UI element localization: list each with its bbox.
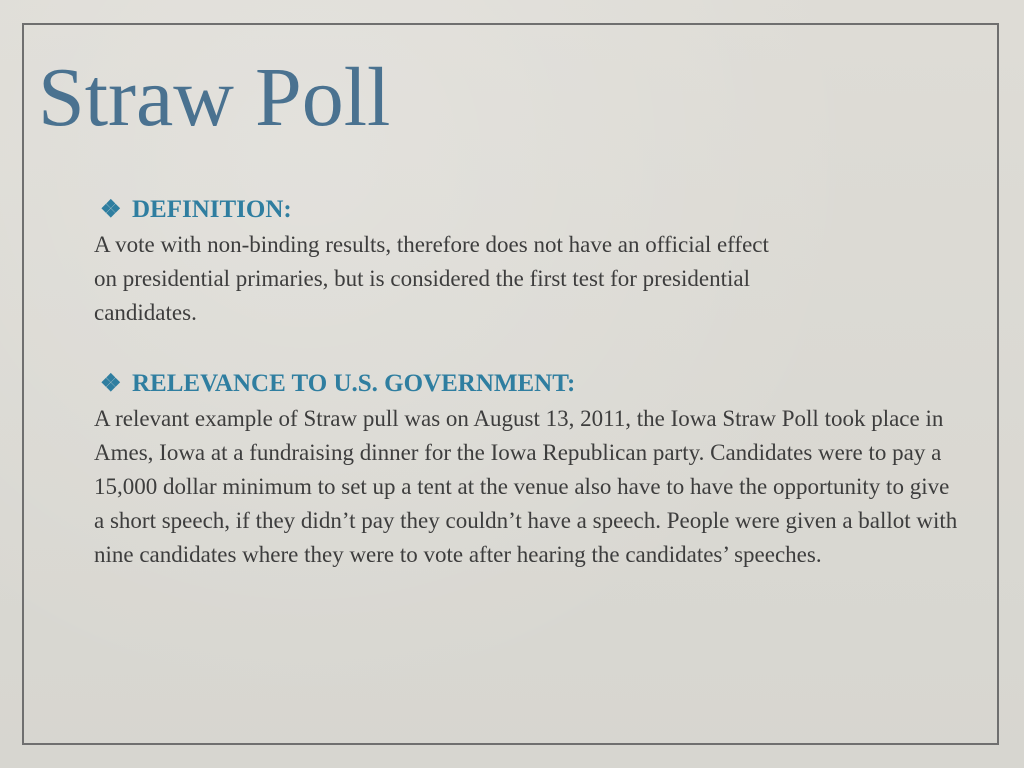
relevance-heading-label: RELEVANCE TO U.S. GOVERNMENT: bbox=[132, 370, 576, 397]
slide-title: Straw Poll bbox=[38, 51, 391, 144]
relevance-section bbox=[94, 366, 964, 572]
diamond-bullet-icon: ❖ bbox=[100, 371, 122, 397]
relevance-heading bbox=[94, 366, 964, 402]
definition-body: A vote with non-binding results, therefore does not have an official effect on presidential primaries, but is considered the first test for presidential candidates. bbox=[94, 232, 769, 325]
definition-heading bbox=[94, 192, 964, 228]
definition-section bbox=[94, 192, 964, 330]
relevance-body: A relevant example of Straw pull was on August 13, 2011, the Iowa Straw Poll took place in Ames, Iowa at a fundraising dinner for the Iowa Republican party. Candidates were to pay a 15,000 dollar minimum to set up a tent at the venue also have to have the opportunity to give a short speech, if they didn’t pay they couldn’t have a speech. People were given a ballot with nine candidates where they were to vote after hearing the candidates’ speeches. bbox=[94, 406, 958, 567]
diamond-bullet-icon: ❖ bbox=[100, 197, 122, 223]
definition-heading-label: DEFINITION: bbox=[132, 196, 292, 223]
